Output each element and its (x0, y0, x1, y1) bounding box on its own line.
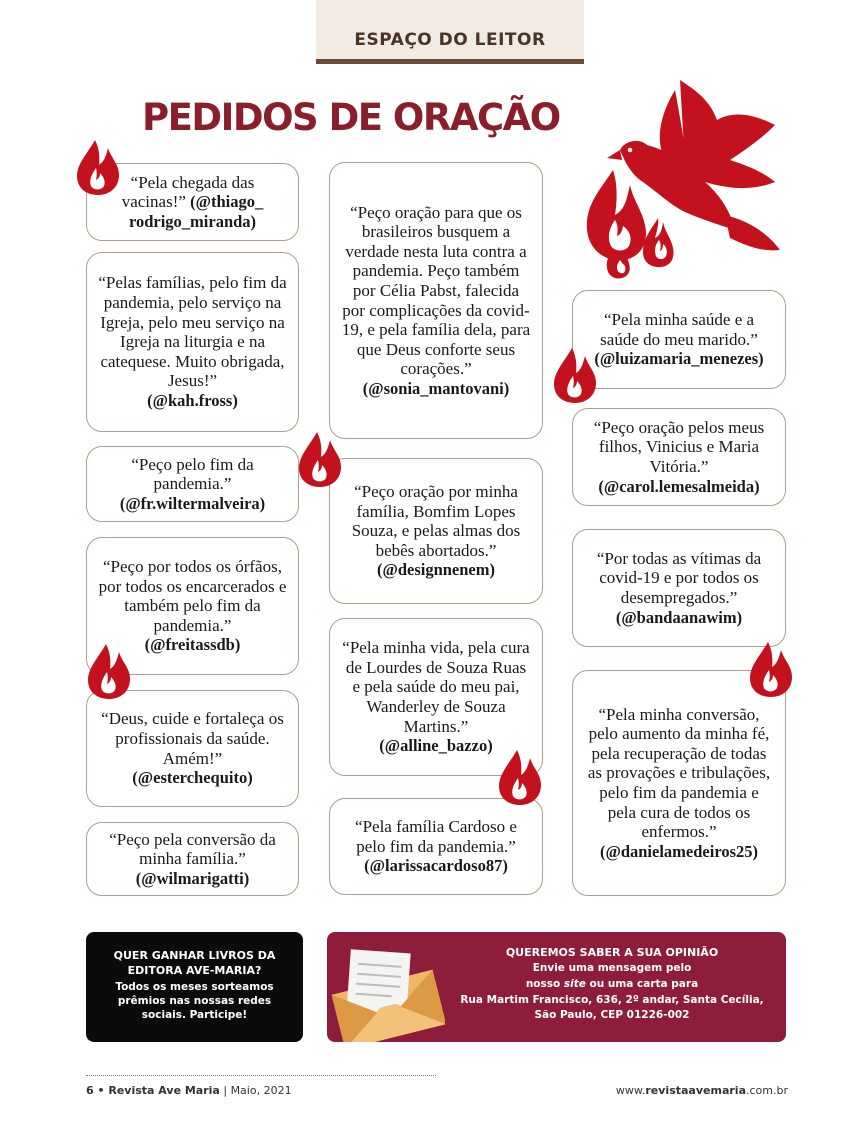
prayer-card: “Peço pela conversão da minha família.” (@wilmarigatti) (86, 822, 299, 896)
prayer-card: “Pelas famílias, pelo fim da pandemia, pelo serviço na Igreja, pelo meu serviço na Igreja na liturgia e na catequese. Muito obrigada, Jesus!” (@kah.fross) (86, 252, 299, 432)
flame-icon (552, 346, 598, 404)
prayer-card: “Pela minha conversão, pelo aumento da minha fé, pela recuperação de todas as provações e tribulações, pelo fim da pandemia e pela cura de todos os enfermos.” (@danielamedeiros25) (572, 670, 786, 896)
flame-icon (75, 138, 121, 196)
section-tab (316, 0, 584, 64)
flame-icon (497, 748, 543, 806)
envelope-icon (325, 934, 445, 1042)
prayer-card: “Deus, cuide e fortaleça os profissionais da saúde. Amém!” (@esterchequito) (86, 690, 299, 807)
promo-opinion-line1: Envie uma mensagem pelo (532, 962, 692, 974)
promo-books-title: QUER GANHAR LIVROS DA EDITORA AVE-MARIA? (113, 949, 276, 977)
prayer-card: “Peço por todos os órfãos, por todos os encarcerados e também pelo fim da pandemia.” (@freitassdb) (86, 537, 299, 675)
prayer-card: “Peço oração por minha família, Bomfim Lopes Souza, e pelas almas dos bebês abortados.” (@designnenem) (329, 458, 543, 604)
footer-divider (86, 1075, 436, 1076)
footer-page-info: 6 • Revista Ave Maria | Maio, 2021 (86, 1084, 292, 1097)
prayer-card: “Peço pelo fim da pandemia.” (@fr.wiltermalveira) (86, 446, 299, 522)
prayer-card: “Pela minha saúde e a saúde do meu marido.” (@luizamaria_menezes) (572, 290, 786, 389)
promo-opinion-line2: nosso site ou uma carta para (525, 978, 699, 990)
footer-website-link[interactable]: www.revistaavemaria.com.br (615, 1084, 788, 1097)
promo-opinion-address1: Rua Martim Francisco, 636, 2º andar, Santa Cecília, (460, 994, 764, 1006)
prayer-card: “Por todas as vítimas da covid-19 e por todos os desempregados.” (@bandaanawim) (572, 529, 786, 647)
flame-icon (297, 430, 343, 488)
prayer-card: “Peço oração para que os brasileiros busquem a verdade nesta luta contra a pandemia. Peço também por Célia Pabst, falecida por complicações da covid-19, e pela família dela, para que Deus conforte seus corações.” (@sonia_mantovani) (329, 162, 543, 439)
promo-opinion-box (327, 932, 786, 1042)
dove-icon (585, 70, 785, 280)
promo-books-box (86, 932, 303, 1042)
promo-opinion-title: QUEREMOS SABER A SUA OPINIÃO (505, 946, 719, 959)
flame-icon (748, 640, 794, 698)
prayer-card: “Pela chegada das vacinas!” (@thiago_ rodrigo_miranda) (86, 163, 299, 241)
promo-books-text: Todos os meses sorteamos prêmios nas nossas redes sociais. Participe! (115, 981, 274, 1021)
flame-icon (86, 642, 132, 700)
page-title: PEDIDOS DE ORAÇÃO (142, 96, 560, 139)
promo-opinion-address2: São Paulo, CEP 01226-002 (534, 1009, 690, 1021)
prayer-card: “Pela minha vida, pela cura de Lourdes de Souza Ruas e pela saúde do meu pai, Wanderley de Souza Martins.” (@alline_bazzo) (329, 618, 543, 776)
prayer-card: “Pela família Cardoso e pelo fim da pandemia.” (@larissacardoso87) (329, 798, 543, 895)
prayer-card: “Peço oração pelos meus filhos, Vinicius e Maria Vitória.” (@carol.lemesalmeida) (572, 408, 786, 506)
section-label: ESPAÇO DO LEITOR (354, 30, 546, 50)
